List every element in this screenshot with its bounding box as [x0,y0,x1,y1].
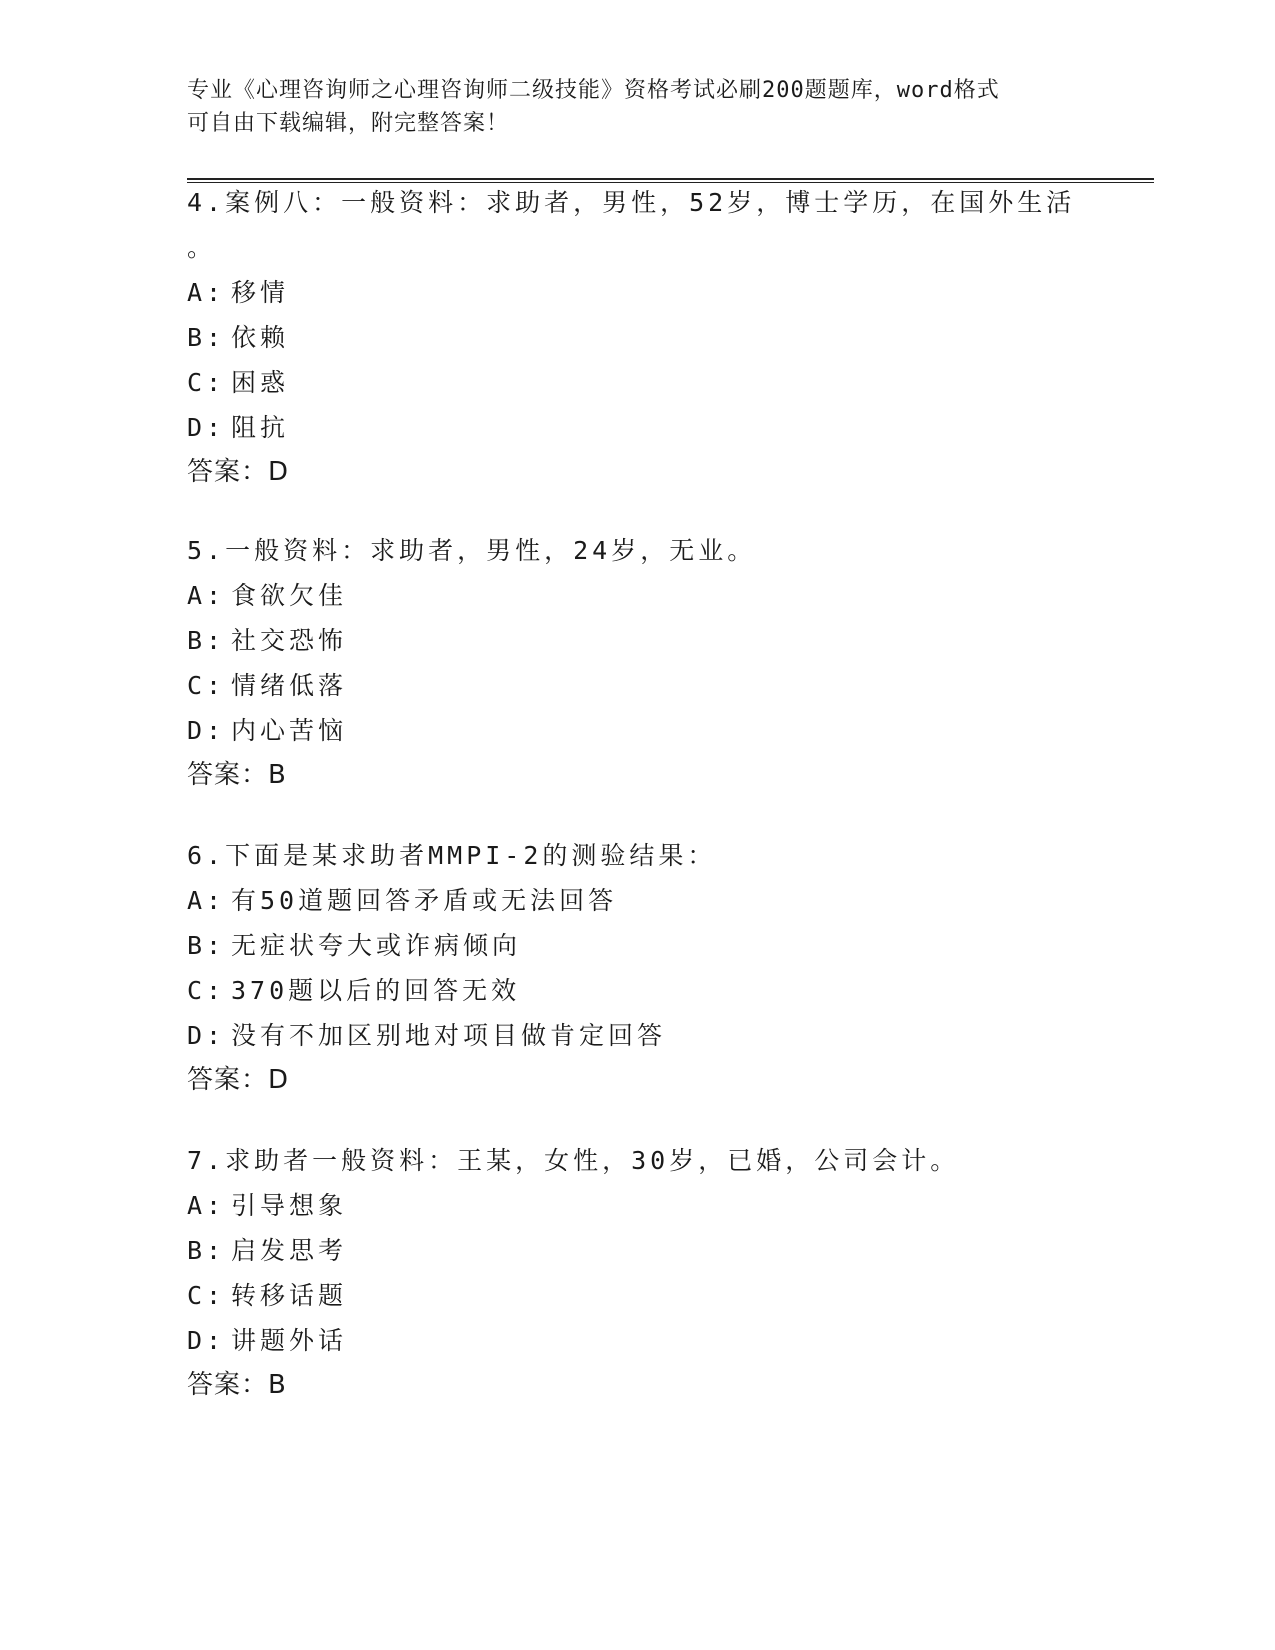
option-text: 社交恐怖 [231,626,348,655]
option-text: 引导想象 [231,1191,348,1220]
option-label: B: [187,931,226,960]
option-text: 困惑 [231,368,290,397]
document-header [187,74,1087,140]
question-stem: 7.求助者一般资料：王某，女性，30岁，已婚，公司会计。 [187,1146,960,1175]
question-stem: 6.下面是某求助者MMPI-2的测验结果： [187,841,717,870]
answer-line: 答案：D [187,457,290,487]
option-b [187,315,1147,360]
question-5 [187,528,1147,798]
option-b [187,923,1147,968]
option-c [187,968,1147,1013]
answer-line: 答案：B [187,1370,287,1400]
question-4 [187,180,1147,495]
option-a [187,573,1147,618]
answer-line: 答案：D [187,1065,290,1095]
option-label: C: [187,368,226,397]
question-stem: 4.案例八：一般资料：求助者，男性，52岁，博士学历，在国外生活 [187,188,1076,217]
header-line-2: 可自由下载编辑，附完整答案！ [187,111,510,136]
answer-line: 答案：B [187,760,287,790]
option-text: 讲题外话 [231,1326,348,1355]
option-label: C: [187,1281,226,1310]
option-text: 阻抗 [231,413,290,442]
option-label: D: [187,1021,226,1050]
option-text: 移情 [231,278,290,307]
option-b [187,1228,1147,1273]
question-stem: 5.一般资料：求助者，男性，24岁，无业。 [187,536,757,565]
option-label: C: [187,671,226,700]
question-7 [187,1138,1147,1408]
option-c [187,360,1147,405]
option-text: 370题以后的回答无效 [231,976,521,1005]
option-a [187,1183,1147,1228]
option-label: D: [187,716,226,745]
option-text: 有50道题回答矛盾或无法回答 [231,886,618,915]
option-label: B: [187,626,226,655]
question-6 [187,833,1147,1103]
option-label: C: [187,976,226,1005]
option-label: A: [187,1191,226,1220]
option-d [187,1318,1147,1363]
option-label: B: [187,323,226,352]
option-label: D: [187,413,226,442]
option-d [187,708,1147,753]
option-label: D: [187,1326,226,1355]
option-text: 内心苦恼 [231,716,348,745]
option-c [187,1273,1147,1318]
option-d [187,405,1147,450]
option-b [187,618,1147,663]
option-label: B: [187,1236,226,1265]
header-line-1: 专业《心理咨询师之心理咨询师二级技能》资格考试必刷200题题库，word格式 [187,78,1000,103]
option-text: 食欲欠佳 [231,581,348,610]
option-label: A: [187,278,226,307]
option-text: 没有不加区别地对项目做肯定回答 [231,1021,667,1050]
option-label: A: [187,581,226,610]
option-text: 情绪低落 [231,671,348,700]
option-a [187,270,1147,315]
question-stem-continuation: 。 [187,233,217,262]
option-c [187,663,1147,708]
option-text: 启发思考 [231,1236,348,1265]
option-text: 转移话题 [231,1281,348,1310]
option-a [187,878,1147,923]
option-text: 依赖 [231,323,290,352]
option-label: A: [187,886,226,915]
option-text: 无症状夸大或诈病倾向 [231,931,522,960]
option-d [187,1013,1147,1058]
